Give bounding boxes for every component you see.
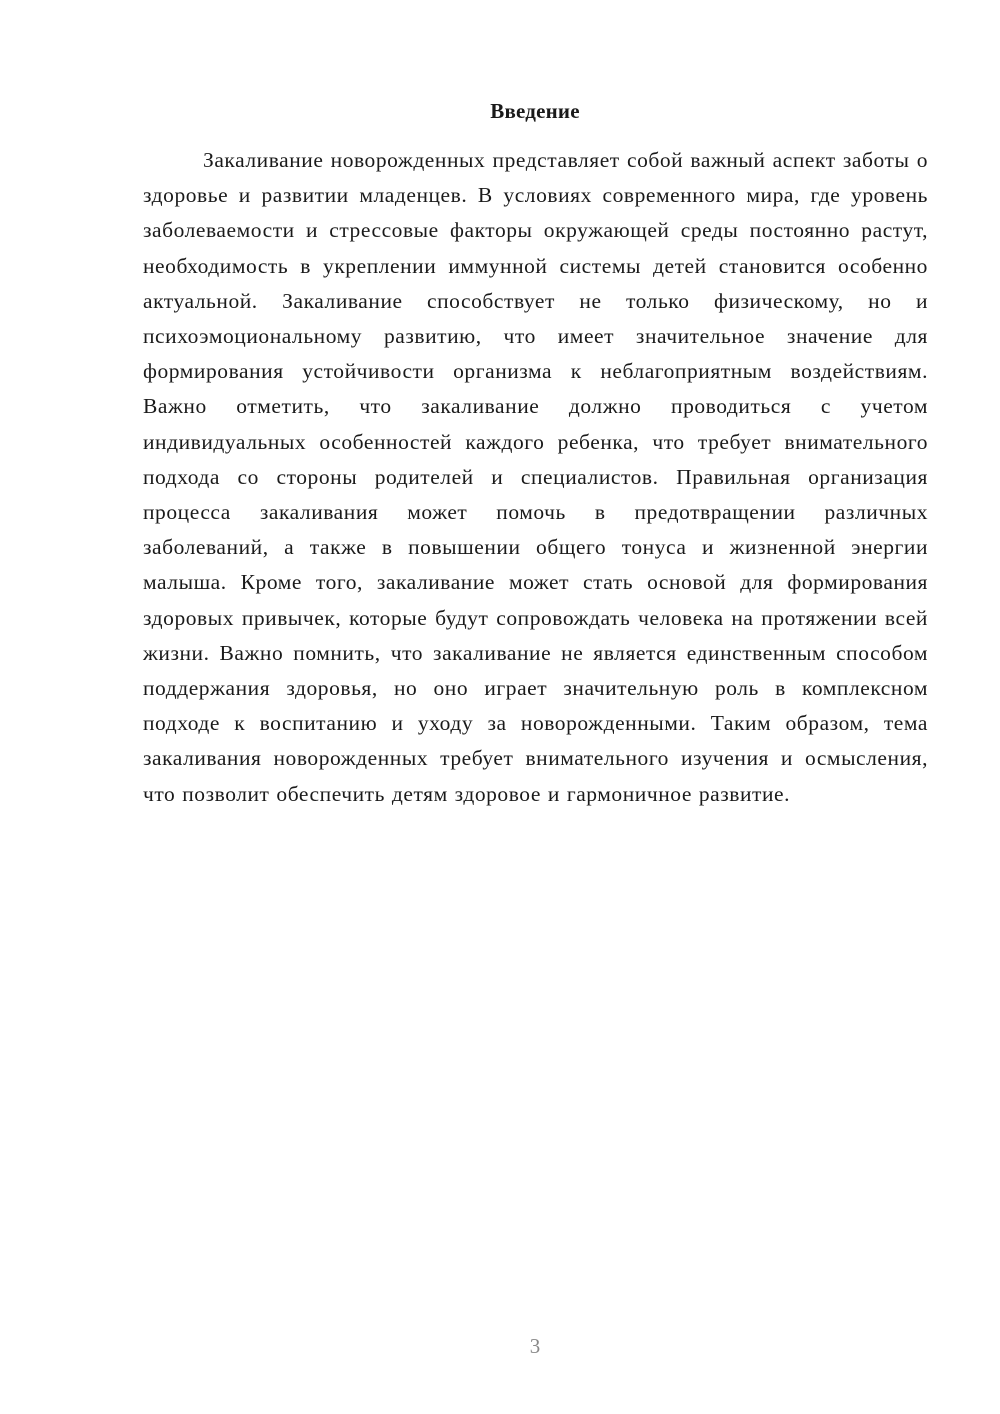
section-heading: Введение <box>490 99 580 123</box>
body-paragraph: Закаливание новорожденных представляет собой важный аспект заботы о здоровье и развитии младенцев. В условиях современного мира, где уровень заболеваемости и стрессовые факторы окружающей среды постоянно растут, необходимость в укреплении иммунной системы детей становится особенно актуальной. Закаливание способствует не только физическому, но и психоэмоциональному развитию, что имеет значительное значение для формирования устойчивости организма к неблагоприятным воздействиям. Важно отметить, что закаливание должно проводиться с учетом индивидуальных особенностей каждого ребенка, что требует внимательного подхода со стороны родителей и специалистов. Правильная организация процесса закаливания может помочь в предотвращении различных заболеваний, а также в повышении общего тонуса и жизненной энергии малыша. Кроме того, закаливание может стать основой для формирования здоровых привычек, которые будут сопровождать человека на протяжении всей жизни. Важно помнить, что закаливание не является единственным способом поддержания здоровья, но оно играет значительную роль в комплексном подходе к воспитанию и уходу за новорожденными. Таким образом, тема закаливания новорожденных требует внимательного изучения и осмысления, что позволит обеспечить детям здоровое и гармоничное развитие. <box>143 148 928 806</box>
page-number: 3 <box>529 1334 541 1358</box>
